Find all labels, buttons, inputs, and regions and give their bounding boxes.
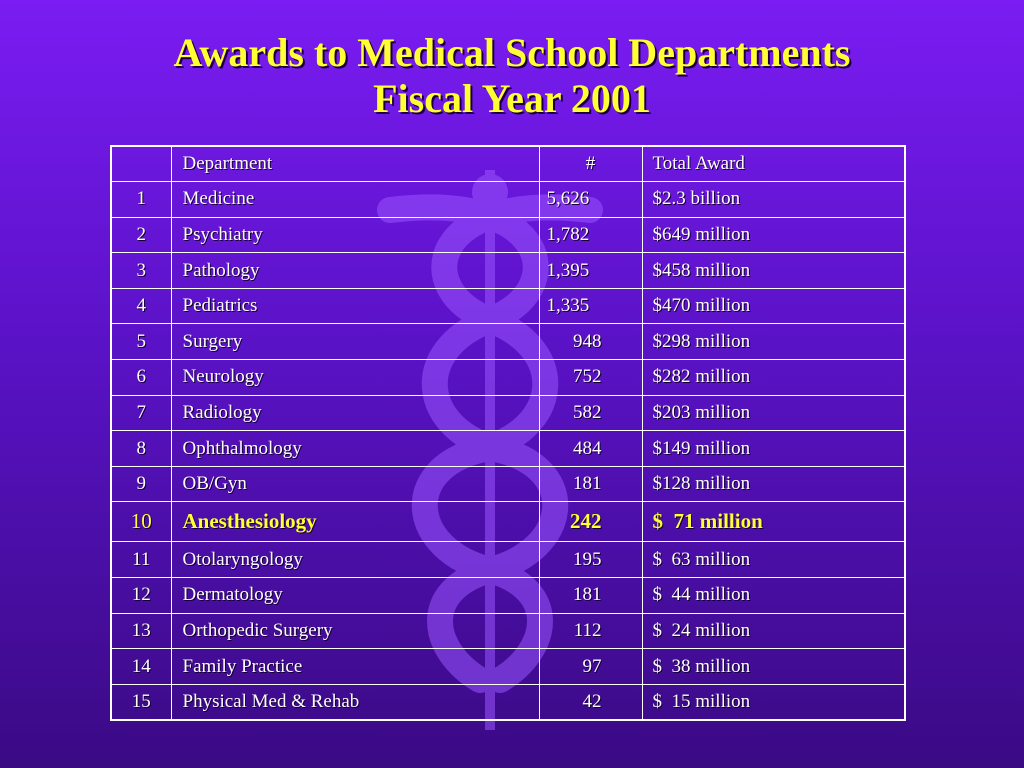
row-department: Ophthalmology	[171, 431, 539, 467]
row-count: 242	[539, 502, 642, 542]
row-count: 181	[539, 578, 642, 614]
row-rank: 15	[111, 684, 171, 720]
row-count: 181	[539, 466, 642, 502]
row-award: $ 44 million	[642, 578, 905, 614]
table-row	[111, 360, 905, 396]
row-count: 112	[539, 613, 642, 649]
table-row	[111, 182, 905, 218]
row-award: $128 million	[642, 466, 905, 502]
row-count: 1,782	[539, 217, 642, 253]
row-department: Family Practice	[171, 649, 539, 685]
header-count: #	[539, 146, 642, 182]
header-department: Department	[171, 146, 539, 182]
row-department: Medicine	[171, 182, 539, 218]
row-rank: 5	[111, 324, 171, 360]
table-row	[111, 395, 905, 431]
row-rank: 4	[111, 288, 171, 324]
row-department: Surgery	[171, 324, 539, 360]
table-row	[111, 431, 905, 467]
row-award: $203 million	[642, 395, 905, 431]
row-rank: 9	[111, 466, 171, 502]
title-line-1: Awards to Medical School Departments	[173, 30, 851, 75]
awards-table	[110, 145, 906, 721]
row-award: $ 38 million	[642, 649, 905, 685]
row-rank: 10	[111, 502, 171, 542]
row-rank: 8	[111, 431, 171, 467]
table-row	[111, 324, 905, 360]
row-count: 948	[539, 324, 642, 360]
row-award: $ 63 million	[642, 542, 905, 578]
row-department: Anesthesiology	[171, 502, 539, 542]
table-row-highlighted	[111, 502, 905, 542]
row-award: $470 million	[642, 288, 905, 324]
row-department: Pathology	[171, 253, 539, 289]
row-rank: 14	[111, 649, 171, 685]
row-count: 42	[539, 684, 642, 720]
row-award: $149 million	[642, 431, 905, 467]
row-count: 97	[539, 649, 642, 685]
row-award: $282 million	[642, 360, 905, 396]
table-row	[111, 649, 905, 685]
row-rank: 11	[111, 542, 171, 578]
row-rank: 13	[111, 613, 171, 649]
table-row	[111, 613, 905, 649]
row-department: Dermatology	[171, 578, 539, 614]
row-count: 582	[539, 395, 642, 431]
table-row	[111, 684, 905, 720]
table-row	[111, 217, 905, 253]
table-row	[111, 578, 905, 614]
row-award: $2.3 billion	[642, 182, 905, 218]
row-department: Physical Med & Rehab	[171, 684, 539, 720]
table-header-row	[111, 146, 905, 182]
row-count: 5,626	[539, 182, 642, 218]
row-department: Psychiatry	[171, 217, 539, 253]
table-row	[111, 253, 905, 289]
header-total-award: Total Award	[642, 146, 905, 182]
table-row	[111, 288, 905, 324]
row-department: Pediatrics	[171, 288, 539, 324]
row-award: $ 24 million	[642, 613, 905, 649]
row-count: 1,335	[539, 288, 642, 324]
row-rank: 12	[111, 578, 171, 614]
row-rank: 1	[111, 182, 171, 218]
table-row	[111, 466, 905, 502]
row-count: 1,395	[539, 253, 642, 289]
row-award: $ 15 million	[642, 684, 905, 720]
row-rank: 2	[111, 217, 171, 253]
row-count: 195	[539, 542, 642, 578]
row-rank: 6	[111, 360, 171, 396]
row-department: OB/Gyn	[171, 466, 539, 502]
row-department: Radiology	[171, 395, 539, 431]
row-count: 484	[539, 431, 642, 467]
table-row	[111, 542, 905, 578]
row-rank: 3	[111, 253, 171, 289]
page-title	[0, 30, 1024, 122]
row-department: Orthopedic Surgery	[171, 613, 539, 649]
row-award: $298 million	[642, 324, 905, 360]
row-award: $649 million	[642, 217, 905, 253]
row-count: 752	[539, 360, 642, 396]
title-line-2: Fiscal Year 2001	[373, 76, 651, 121]
row-rank: 7	[111, 395, 171, 431]
row-award: $458 million	[642, 253, 905, 289]
row-department: Otolaryngology	[171, 542, 539, 578]
row-award: $ 71 million	[642, 502, 905, 542]
row-department: Neurology	[171, 360, 539, 396]
header-rank	[111, 146, 171, 182]
